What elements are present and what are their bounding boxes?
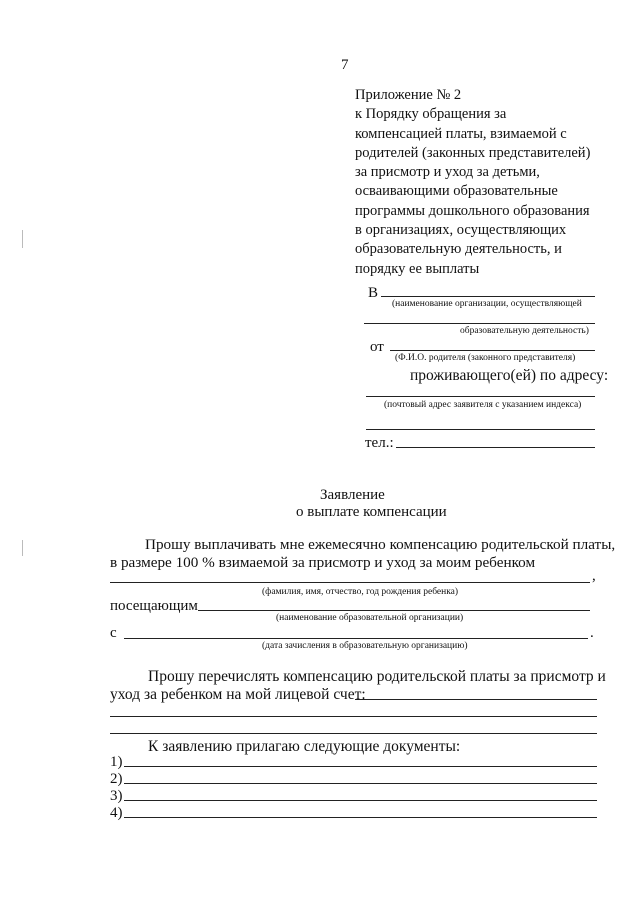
child-info-caption: (фамилия, имя, отчество, год рождения ребенка): [262, 587, 459, 597]
appendix-block: [355, 86, 590, 279]
from-date-label: с: [110, 625, 117, 641]
account-field-cont[interactable]: [110, 733, 597, 734]
enrollment-date-field[interactable]: [124, 638, 588, 639]
appendix-line: компенсацией платы, взимаемой с: [355, 125, 567, 142]
appendix-line: в организациях, осуществляющих: [355, 222, 567, 239]
organization-field[interactable]: [381, 296, 595, 297]
page-number: 7: [341, 57, 349, 73]
phone-field[interactable]: [396, 447, 595, 448]
attachment-number: 2): [110, 771, 123, 787]
transfer-text: Прошу перечислять компенсацию родительской платы за присмотр и: [148, 668, 606, 685]
document-title: Заявление: [320, 487, 385, 503]
parent-name-field[interactable]: [390, 350, 595, 351]
scan-edge-mark: [22, 540, 23, 556]
address-caption: (почтовый адрес заявителя с указанием индекса): [384, 400, 582, 410]
attachment-field[interactable]: [124, 783, 597, 784]
from-prefix: от: [370, 339, 384, 355]
attachment-field[interactable]: [124, 800, 597, 801]
child-field-comma: ,: [592, 568, 596, 584]
request-text-cont: в размере 100 % взимаемой за присмотр и уход за моим ребенком: [110, 554, 536, 571]
attachment-number: 4): [110, 805, 123, 821]
date-field-period: .: [590, 625, 594, 641]
attachments-intro: К заявлению прилагаю следующие документы:: [148, 738, 461, 755]
attachment-number: 3): [110, 788, 123, 804]
scan-edge-mark: [22, 230, 23, 248]
organization-caption-cont: образовательную деятельность): [460, 326, 589, 336]
transfer-text-cont: уход за ребенком на мой лицевой счет:: [110, 686, 366, 703]
appendix-line: за присмотр и уход за детьми,: [355, 164, 540, 181]
appendix-line: образовательную деятельность, и: [355, 241, 562, 258]
request-text: Прошу выплачивать мне ежемесячно компенсацию родительской платы,: [145, 536, 616, 553]
appendix-line: к Порядку обращения за: [355, 106, 507, 123]
address-field[interactable]: [366, 396, 595, 397]
organization-field-cont[interactable]: [364, 323, 595, 324]
address-field-cont[interactable]: [366, 429, 595, 430]
attachment-field[interactable]: [124, 766, 597, 767]
organization-caption: (наименование организации, осуществляющей: [392, 299, 582, 309]
attachment-number: 1): [110, 754, 123, 770]
appendix-line: порядку ее выплаты: [355, 260, 480, 277]
to-prefix: В: [368, 285, 379, 301]
edu-organization-field[interactable]: [198, 610, 590, 611]
account-field[interactable]: [355, 699, 597, 700]
appendix-line: Приложение № 2: [355, 87, 462, 103]
attachment-field[interactable]: [124, 817, 597, 818]
parent-name-caption: (Ф.И.О. родителя (законного представителя): [395, 353, 576, 363]
residing-label: проживающего(ей) по адресу:: [410, 367, 609, 384]
child-info-field[interactable]: [110, 582, 590, 583]
attending-label: посещающим: [110, 598, 198, 614]
appendix-line: программы дошкольного образования: [355, 202, 590, 219]
document-subtitle: о выплате компенсации: [296, 504, 447, 520]
appendix-line: родителей (законных представителей): [355, 144, 591, 161]
appendix-line: осваивающими образовательные: [355, 183, 558, 200]
enrollment-date-caption: (дата зачисления в образовательную организацию): [262, 641, 468, 651]
edu-organization-caption: (наименование образовательной организации): [276, 613, 464, 623]
phone-label: тел.:: [365, 435, 394, 451]
account-field-cont[interactable]: [110, 716, 597, 717]
